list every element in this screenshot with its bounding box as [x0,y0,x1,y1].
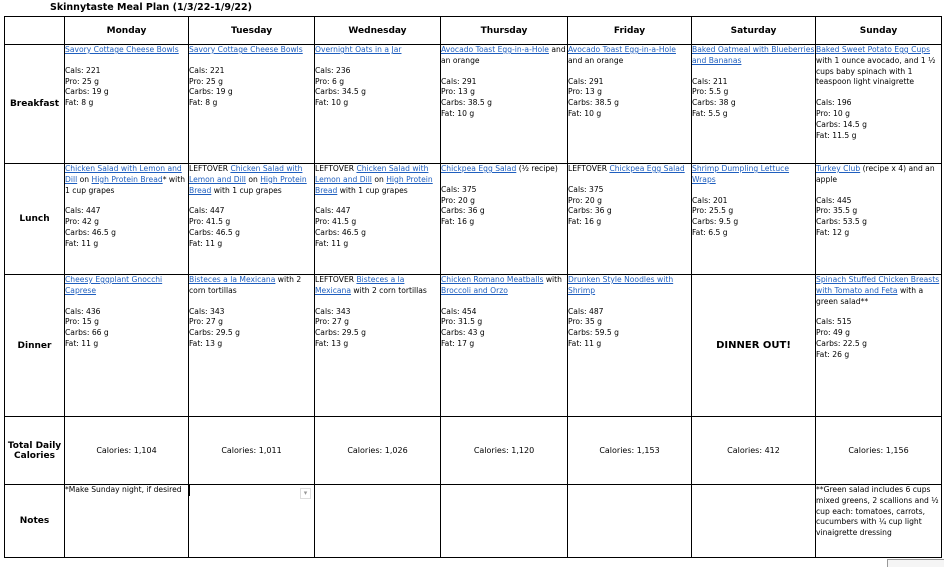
lunch-row [5,164,942,275]
nutrition-carbs: Carbs: 38 g [692,98,736,108]
total-calories-saturday: Calories: 412 [692,417,816,485]
total-calories-friday: Calories: 1,153 [568,417,692,485]
nutrition-info [816,317,941,360]
breakfast-cell-friday[interactable] [568,45,692,164]
nutrition-pro: Pro: 13 g [568,87,602,97]
recipe-link[interactable]: Bisteces a la Mexicana [315,275,405,295]
nutrition-cals: Cals: 221 [189,65,225,75]
dinner-out-label: DINNER OUT! [716,340,791,351]
nutrition-carbs: Carbs: 14.5 g [816,119,867,129]
nutrition-cals: Cals: 436 [65,306,101,316]
meal-description [816,164,941,186]
meal-description [816,45,941,88]
day-header-sunday: Sunday [816,17,942,45]
meal-description [441,45,567,67]
meal-suffix: (recipe x 4) and an apple [816,164,935,184]
lunch-cell-friday[interactable] [568,164,692,275]
nutrition-fat: Fat: 10 g [441,108,475,118]
note-sunday[interactable]: **Green salad includes 6 cups mixed greens, 2 scallions and ½ cup each: tomatoes, carrots, cucumbers with ¼ cup light vinaigrette dressing [816,485,942,558]
meal-description [189,164,314,196]
breakfast-cell-thursday[interactable] [441,45,568,164]
nutrition-info [692,77,815,120]
nutrition-info [568,185,691,228]
meal-suffix: (½ recipe) [516,164,558,173]
breakfast-cell-tuesday[interactable] [189,45,315,164]
meal-prefix: LEFTOVER [568,164,610,173]
nutrition-info [441,307,567,350]
nutrition-carbs: Carbs: 36 g [568,206,612,216]
nutrition-fat: Fat: 13 g [189,338,223,348]
nutrition-info [189,307,314,350]
nutrition-fat: Fat: 10 g [568,108,602,118]
nutrition-fat: Fat: 13 g [315,338,349,348]
recipe-link[interactable]: Savory Cottage Cheese Bowls [65,45,179,54]
nutrition-cals: Cals: 343 [189,306,225,316]
recipe-link[interactable]: Shrimp Dumpling Lettuce Wraps [692,164,790,184]
breakfast-cell-saturday[interactable] [692,45,816,164]
meal-suffix: and an orange [441,45,566,65]
meal-plan-table [4,16,942,558]
breakfast-cell-monday[interactable] [65,45,189,164]
breakfast-row [5,45,942,164]
meal-description [568,164,691,175]
note-thursday[interactable] [441,485,568,558]
dinner-cell-thursday[interactable] [441,275,568,417]
day-header-monday: Monday [65,17,189,45]
nutrition-cals: Cals: 236 [315,65,351,75]
nutrition-fat: Fat: 26 g [816,349,850,359]
meal-suffix: with a green salad** [816,285,924,306]
nutrition-cals: Cals: 201 [692,195,728,205]
text-cursor [189,485,190,496]
nutrition-pro: Pro: 20 g [441,195,475,205]
nutrition-info [816,196,941,239]
recipe-link[interactable]: Savory Cottage Cheese Bowls [189,45,303,54]
nutrition-cals: Cals: 445 [816,195,852,205]
lunch-cell-tuesday[interactable] [189,164,315,275]
recipe-link[interactable]: Chicken Salad with Lemon and Dill [315,164,429,184]
row-label-dinner: Dinner [5,275,65,417]
dinner-cell-tuesday[interactable] [189,275,315,417]
meal-description [189,45,314,56]
meal-description [315,45,440,56]
nutrition-cals: Cals: 454 [441,306,477,316]
nutrition-fat: Fat: 10 g [315,98,349,108]
note-saturday[interactable] [692,485,816,558]
nutrition-pro: Pro: 5.5 g [692,87,729,97]
lunch-cell-saturday[interactable] [692,164,816,275]
nutrition-cals: Cals: 343 [315,306,351,316]
nutrition-pro: Pro: 6 g [315,76,345,86]
nutrition-pro: Pro: 35.5 g [816,206,858,216]
day-header-friday: Friday [568,17,692,45]
nutrition-pro: Pro: 20 g [568,195,602,205]
note-monday[interactable]: *Make Sunday night, if desired [65,485,189,558]
meal-description [441,164,567,175]
nutrition-fat: Fat: 11 g [189,238,223,248]
nutrition-info [315,66,440,109]
nutrition-carbs: Carbs: 53.5 g [816,217,867,227]
nutrition-cals: Cals: 375 [568,184,604,194]
breakfast-cell-sunday[interactable] [816,45,942,164]
meal-prefix: LEFTOVER [315,275,357,284]
note-tuesday[interactable] [189,485,315,558]
recipe-link[interactable]: Baked Oatmeal with Blueberries and Bananas [692,45,815,65]
recipe-link[interactable]: Chickpea Egg Salad [441,164,517,173]
meal-description [816,275,941,307]
meal-suffix: with 2 corn tortillas [189,275,302,295]
meal-suffix: and an orange [568,55,624,65]
recipe-link[interactable]: Chicken Romano Meatballs [441,275,544,284]
nutrition-info [441,77,567,120]
nutrition-cals: Cals: 515 [816,317,852,327]
day-header-thursday: Thursday [441,17,568,45]
nutrition-fat: Fat: 12 g [816,227,850,237]
chevron-down-icon[interactable]: ▾ [300,488,311,499]
nutrition-info [65,307,188,350]
nutrition-fat: Fat: 11 g [315,238,349,248]
corner-cell [5,17,65,45]
meal-suffix: with 2 corn tortillas [351,285,427,295]
nutrition-fat: Fat: 11 g [568,338,602,348]
nutrition-carbs: Carbs: 9.5 g [692,217,739,227]
dinner-row [5,275,942,417]
nutrition-fat: Fat: 6.5 g [692,227,728,237]
note-friday[interactable] [568,485,692,558]
nutrition-info [189,206,314,249]
nutrition-pro: Pro: 41.5 g [189,217,231,227]
nutrition-info [568,77,691,120]
recipe-link[interactable]: High Protein Bread [91,174,163,184]
nutrition-carbs: Carbs: 43 g [441,328,485,338]
nutrition-carbs: Carbs: 46.5 g [65,227,116,237]
meal-prefix: LEFTOVER [189,164,231,173]
total-calories-wednesday: Calories: 1,026 [315,417,441,485]
page-title: Skinnytaste Meal Plan (1/3/22-1/9/22) [50,2,252,13]
nutrition-carbs: Carbs: 46.5 g [315,227,366,237]
meal-suffix: with 1 ounce avocado, and 1 ½ cups baby spinach with 1 teaspoon light vinaigrette [816,55,936,87]
nutrition-carbs: Carbs: 19 g [65,87,109,97]
nutrition-pro: Pro: 13 g [441,87,475,97]
lunch-cell-wednesday[interactable] [315,164,441,275]
nutrition-info [189,66,314,109]
nutrition-carbs: Carbs: 22.5 g [816,338,867,348]
meal-description [568,45,691,67]
meal-suffix: with 1 cup grapes [211,185,282,195]
recipe-link[interactable]: Avocado Toast Egg-in-a-Hole [568,45,676,54]
nutrition-fat: Fat: 8 g [65,98,94,108]
total-calories-sunday: Calories: 1,156 [816,417,942,485]
nutrition-info [692,196,815,239]
meal-description [65,164,188,196]
recipe-link[interactable]: Broccoli and Orzo [441,285,508,295]
day-header-tuesday: Tuesday [189,17,315,45]
nutrition-cals: Cals: 291 [441,76,477,86]
nutrition-carbs: Carbs: 46.5 g [189,227,240,237]
recipe-link[interactable]: Chicken Salad with Lemon and Dill [65,164,182,184]
meal-description [65,45,188,56]
meal-suffix: with 1 cup grapes [337,185,408,195]
nutrition-pro: Pro: 25 g [65,76,99,86]
recipe-link[interactable]: Bisteces a la Mexicana [189,275,276,284]
header-row [5,17,942,45]
total-calories-thursday: Calories: 1,120 [441,417,568,485]
nutrition-carbs: Carbs: 38.5 g [568,98,619,108]
recipe-link[interactable]: Turkey Club [816,164,861,173]
notes-row [5,485,942,558]
nutrition-carbs: Carbs: 29.5 g [189,328,240,338]
dinner-cell-wednesday[interactable] [315,275,441,417]
nutrition-fat: Fat: 5.5 g [692,108,728,118]
nutrition-info [315,307,440,350]
day-header-saturday: Saturday [692,17,816,45]
nutrition-fat: Fat: 11.5 g [816,130,857,140]
recipe-link[interactable]: Spinach Stuffed Chicken Breasts with Tomato and Feta [816,275,940,295]
recipe-link[interactable]: Overnight Oats in a Jar [315,45,402,54]
nutrition-pro: Pro: 35 g [568,317,602,327]
nutrition-pro: Pro: 15 g [65,317,99,327]
nutrition-info [65,206,188,249]
nutrition-cals: Cals: 447 [189,206,225,216]
dinner-cell-friday[interactable] [568,275,692,417]
nutrition-cals: Cals: 487 [568,306,604,316]
row-label-total: Total Daily Calories [5,417,65,485]
nutrition-cals: Cals: 447 [65,206,101,216]
nutrition-pro: Pro: 31.5 g [441,317,483,327]
nutrition-fat: Fat: 16 g [568,217,602,227]
nutrition-cals: Cals: 211 [692,76,728,86]
nutrition-pro: Pro: 27 g [189,317,223,327]
total-calories-tuesday: Calories: 1,011 [189,417,315,485]
nutrition-carbs: Carbs: 19 g [189,87,233,97]
meal-connector: on [77,174,92,184]
recipe-link[interactable]: High Protein Bread [189,174,307,195]
nutrition-pro: Pro: 42 g [65,217,99,227]
meal-description [315,275,440,297]
meal-description [441,275,567,297]
recipe-link[interactable]: Cheesy Eggplant Gnocchi Caprese [65,275,163,295]
recipe-link[interactable]: Baked Sweet Potato Egg Cups [816,45,931,54]
nutrition-carbs: Carbs: 29.5 g [315,328,366,338]
nutrition-pro: Pro: 49 g [816,328,850,338]
meal-description [692,164,815,186]
nutrition-fat: Fat: 17 g [441,338,475,348]
nutrition-info [816,98,941,141]
nutrition-cals: Cals: 375 [441,184,477,194]
nutrition-carbs: Carbs: 38.5 g [441,98,492,108]
dinner-cell-sunday[interactable] [816,275,942,417]
lunch-cell-thursday[interactable] [441,164,568,275]
nutrition-cals: Cals: 196 [816,98,852,108]
meal-description [189,275,314,297]
nutrition-fat: Fat: 11 g [65,338,99,348]
dinner-cell-saturday[interactable] [692,275,816,417]
lunch-cell-sunday[interactable] [816,164,942,275]
meal-connector: with [543,275,562,284]
nutrition-pro: Pro: 25 g [189,76,223,86]
nutrition-carbs: Carbs: 34.5 g [315,87,366,97]
nutrition-carbs: Carbs: 36 g [441,206,485,216]
meal-prefix: LEFTOVER [315,164,357,173]
nutrition-cals: Cals: 291 [568,76,604,86]
meal-description [692,45,815,67]
breakfast-cell-wednesday[interactable] [315,45,441,164]
row-label-lunch: Lunch [5,164,65,275]
nutrition-info [441,185,567,228]
meal-description [568,275,691,297]
day-header-wednesday: Wednesday [315,17,441,45]
nutrition-cals: Cals: 221 [65,65,101,75]
recipe-link[interactable]: Avocado Toast Egg-in-a-Hole [441,45,549,54]
nutrition-fat: Fat: 8 g [189,98,218,108]
row-label-breakfast: Breakfast [5,45,65,164]
recipe-link[interactable]: High Protein Bread [315,174,433,195]
nutrition-info [65,66,188,109]
nutrition-carbs: Carbs: 59.5 g [568,328,619,338]
recipe-link[interactable]: Chickpea Egg Salad [609,164,685,173]
nutrition-pro: Pro: 41.5 g [315,217,357,227]
total-row [5,417,942,485]
meal-suffix: * with 1 cup grapes [65,174,186,195]
dinner-cell-monday[interactable] [65,275,189,417]
meal-description [65,275,188,297]
nutrition-carbs: Carbs: 66 g [65,328,109,338]
note-wednesday[interactable] [315,485,441,558]
nutrition-cals: Cals: 447 [315,206,351,216]
nutrition-info [315,206,440,249]
recipe-link[interactable]: Chicken Salad with Lemon and Dill [189,164,303,184]
recipe-link[interactable]: Drunken Style Noodles with Shrimp [568,275,674,295]
meal-description [315,164,440,196]
nutrition-pro: Pro: 10 g [816,108,850,118]
nutrition-info [568,307,691,350]
nutrition-fat: Fat: 11 g [65,238,99,248]
row-label-notes: Notes [5,485,65,558]
nutrition-pro: Pro: 25.5 g [692,206,734,216]
meal-connector: on [245,174,261,184]
total-calories-monday: Calories: 1,104 [65,417,189,485]
meal-connector: on [371,174,387,184]
nutrition-pro: Pro: 27 g [315,317,349,327]
lunch-cell-monday[interactable] [65,164,189,275]
nutrition-fat: Fat: 16 g [441,217,475,227]
